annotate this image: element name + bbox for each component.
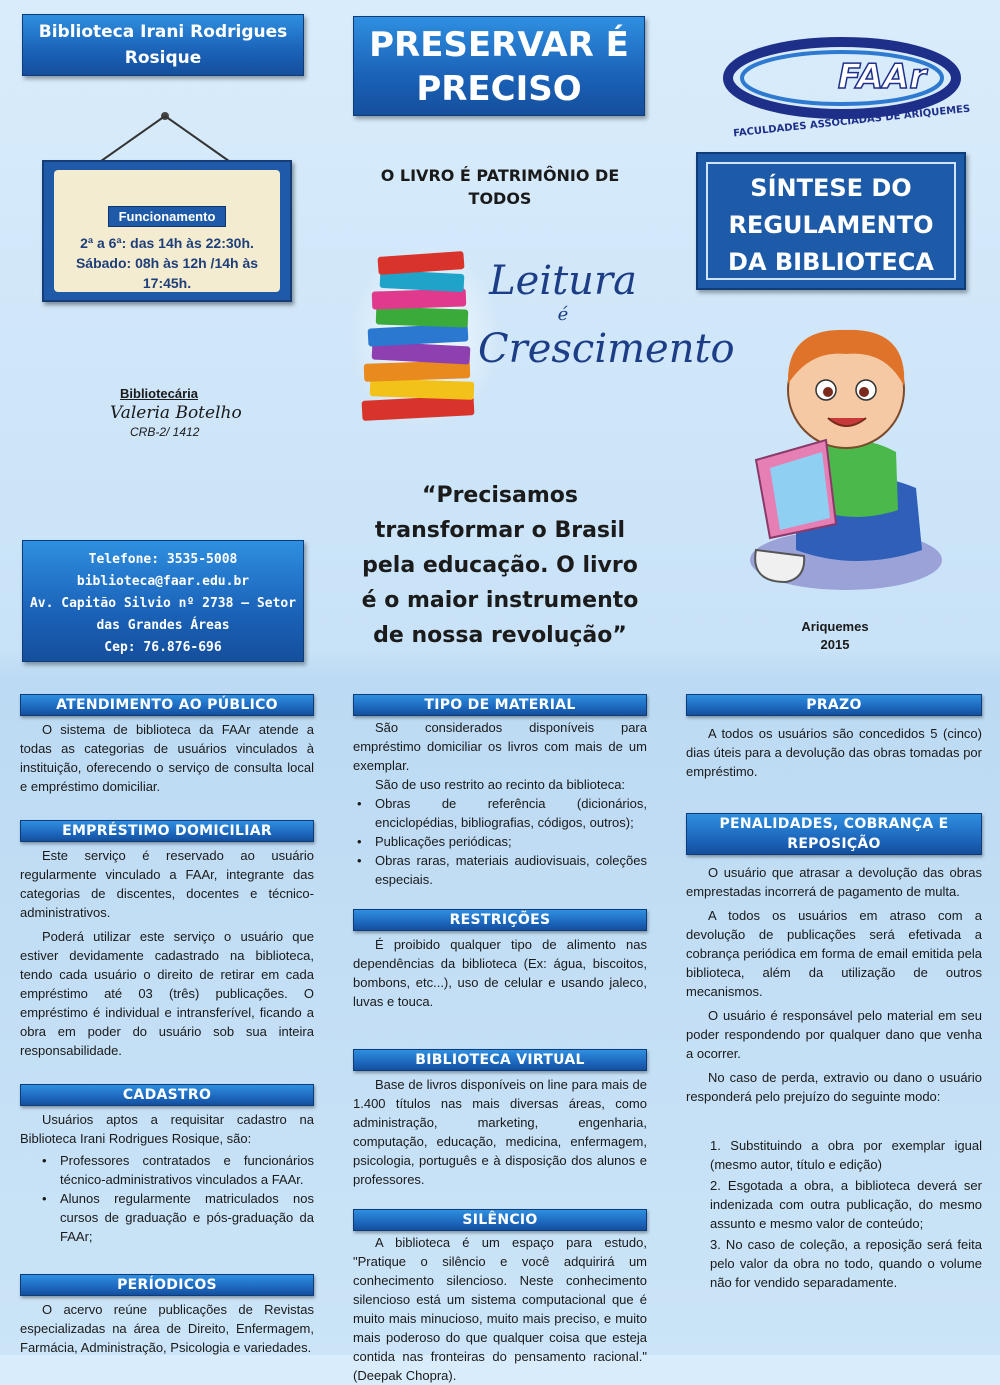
city: Ariquemes [801,619,869,634]
synthesis-title-box [696,152,966,290]
hours-label: Funcionamento [108,206,227,227]
faar-logo-text: FAAr [837,57,927,97]
cadastro-list [20,1151,314,1246]
slogan-line-1: Leitura [489,258,637,304]
virtual-heading: BIBLIOTECA VIRTUAL [353,1049,647,1071]
emprestimo-p2: Poderá utilizar este serviço o usuário que estiver devidamente cadastrado na biblioteca, tendo cada usuário o direito de retirar em cada empréstimo até 03 (três) publicações. O empréstimo é individual e intransferível, ficando a obra em poder do usuário sob sua inteira responsabilidade. [20,929,314,1058]
slogan-line-3: Crescimento [478,326,735,372]
emprestimo-heading: EMPRÉSTIMO DOMICILIAR [20,820,314,842]
opening-hours-board [42,160,292,302]
city-year [780,618,890,654]
atendimento-text: O sistema de biblioteca da FAAr atende a todas as categorias de usuários vinculados à instituição, oferecendo o serviço de consulta local e empréstimo domiciliar. [20,722,314,794]
library-name-banner [22,14,304,76]
prazo-heading: PRAZO [686,694,982,716]
penalidades-list [686,1136,982,1292]
librarian-title: Bibliotecária [120,386,199,401]
year: 2015 [820,637,850,652]
penalidades-p2: A todos os usuários em atraso com a devolução de publicações será efetivada a cobrança periódica em forma de email emitida pela biblioteca, além da utilização de outros mecanismos. [686,908,982,999]
periodicos-text: O acervo reúne publicações de Revistas especializadas na área de Direito, Enfermagem, Farmácia, Administração, Psicologia e variedades. [20,1302,314,1355]
cadastro-heading: CADASTRO [20,1084,314,1106]
atendimento-heading: ATENDIMENTO AO PÚBLICO [20,694,314,716]
contact-phone: Telefone: 3535-5008 [88,552,238,567]
hours-saturday: Sábado: 08h às 12h /14h às 17:45h. [75,255,259,291]
list-item: 2. Esgotada a obra, a biblioteca deverá ser indenizada com outra publicação, do mesmo assunto e mesmo valor de conteúdo; [710,1178,982,1231]
slogan [478,258,735,372]
penalidades-p4: No caso de perda, extravio ou dano o usuário responderá pelo prejuízo do seguinte modo: [686,1070,982,1104]
tipo-p2: São de uso restrito ao recinto da biblioteca: [375,777,626,792]
list-item: • Publicações periódicas; [357,832,647,851]
quote: “Precisamos transformar o Brasil pela educação. O livro é o maior instrumento de nossa revolução” [361,483,639,648]
cadastro-intro: Usuários aptos a requisitar cadastro na Biblioteca Irani Rodrigues Rosique, são: [20,1112,314,1146]
restricoes-text: É proibido qualquer tipo de alimento nas dependências da biblioteca (Ex: água, biscoitos, bombons, etc...), uso de celular e usando jaleco, luvas e touca. [353,937,647,1009]
prazo-text: A todos os usuários são concedidos 5 (cinco) dias úteis para a devolução das obras tomadas por empréstimo. [686,726,982,779]
list-item: 3. No caso de coleção, a reposição será feita pelo valor da obra no todo, quando o volume não for vendido separadamente. [710,1237,982,1290]
virtual-text: Base de livros disponíveis on line para mais de 1.400 títulos nas mais diversas áreas, como administração, marketing, engenharia, computação, educação, medicina, enfermagem, psicologia, português e à disposição dos alunos e professores. [353,1077,647,1187]
silencio-heading: SILÊNCIO [353,1209,647,1231]
column-right [686,694,982,1294]
contact-address: Av. Capitão Silvio nº 2738 – Setor das Grandes Áreas [29,596,297,633]
list-item: 1. Substituindo a obra por exemplar igual (mesmo autor, título e edição) [710,1138,982,1172]
list-item: • Professores contratados e funcionários técnico-administrativos vinculados a FAAr. [42,1151,314,1189]
faar-logo [722,36,971,140]
preserve-title-banner [353,16,645,116]
contact-email[interactable]: biblioteca@faar.edu.br [76,574,250,589]
librarian-signature: Valeria Botelho [110,403,242,423]
contact-cep: Cep: 76.876-696 [104,640,222,655]
library-name: Biblioteca Irani Rodrigues Rosique [38,22,288,68]
slogan-line-2: é [557,304,569,325]
hours-paper [54,170,280,292]
preserve-title: PRESERVAR É PRECISO [369,25,629,109]
column-middle [353,694,647,1385]
penalidades-p1: O usuário que atrasar a devolução das obras emprestadas incorrerá de pagamento de multa. [686,865,982,899]
restricoes-heading: RESTRIÇÕES [353,909,647,931]
hanging-wire-icon [90,110,240,166]
penalidades-heading: PENALIDADES, COBRANÇA E REPOSIÇÃO [686,813,982,855]
emprestimo-p1: Este serviço é reservado ao usuário regularmente vinculado a FAAr, integrante das categorias de discentes, docentes e técnico-administrativos. [20,848,314,920]
contact-box [22,540,304,662]
list-item: • Alunos regularmente matriculados nos cursos de graduação e pós-graduação da FAAr; [42,1189,314,1246]
penalidades-p3: O usuário é responsável pelo material em seu poder respondendo por qualquer dano que venha a ocorrer. [686,1008,982,1061]
list-item: • Obras raras, materiais audiovisuais, coleções especiais. [357,851,647,889]
book-tagline: O LIVRO É PATRIMÔNIO DE TODOS [380,166,620,208]
tipo-p1: São considerados disponíveis para empréstimo domiciliar os livros com mais de um exemplar. [353,720,647,773]
periodicos-heading: PERÍODICOS [20,1274,314,1296]
child-reading-icon [726,310,946,600]
tipo-list [353,794,647,889]
silencio-text: A biblioteca é um espaço para estudo, "Pratique o silêncio e você adquirirá um conhecimento silencioso. Neste conhecimento silencioso está um sistema computacional que é muito mais minucioso, muito mais preciso, e muito mais poderoso do que qualquer coisa que esteja contida nas fronteiras do pensamento racional." (Deepak Chopra). [353,1235,647,1383]
synthesis-title: SÍNTESE DO REGULAMENTO DA BIBLIOTECA [706,162,956,280]
tipo-heading: TIPO DE MATERIAL [353,694,647,716]
faar-logo-subtitle: FACULDADES ASSOCIADAS DE ARIQUEMES [732,103,971,140]
librarian-crb: CRB-2/ 1412 [130,425,200,439]
hours-weekdays: 2ª a 6ª: das 14h às 22:30h. [80,235,254,251]
column-left [20,694,314,1357]
list-item: • Obras de referência (dicionários, enciclopédias, bibliografias, códigos, outros); [357,794,647,832]
